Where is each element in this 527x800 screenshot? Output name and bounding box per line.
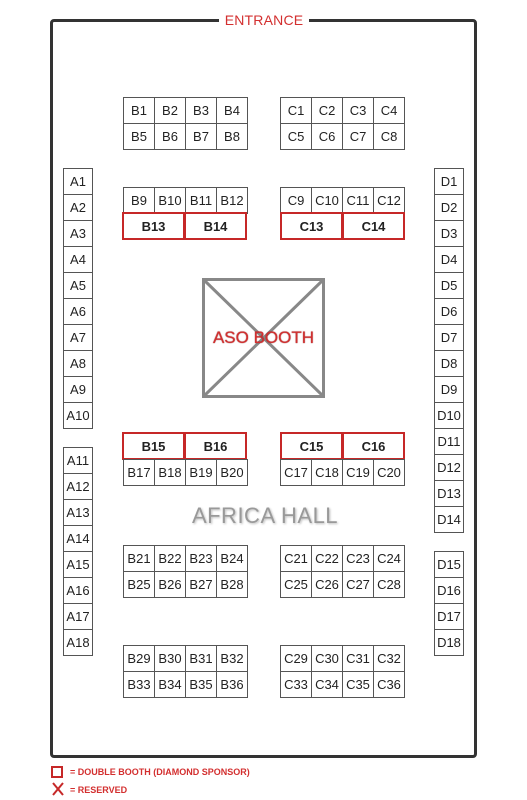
booth-c26[interactable]: C26 <box>311 571 343 598</box>
booth-d14[interactable]: D14 <box>434 506 464 533</box>
booth-b14[interactable]: B14 <box>184 212 247 240</box>
booth-b36[interactable]: B36 <box>216 671 248 698</box>
booth-c5[interactable]: C5 <box>280 123 312 150</box>
booth-c33[interactable]: C33 <box>280 671 312 698</box>
booth-c29[interactable]: C29 <box>280 645 312 672</box>
booth-c13[interactable]: C13 <box>280 212 343 240</box>
booth-c10[interactable]: C10 <box>311 187 343 214</box>
booth-b2[interactable]: B2 <box>154 97 186 124</box>
booth-d11[interactable]: D11 <box>434 428 464 455</box>
booth-c24[interactable]: C24 <box>373 545 405 572</box>
booth-a7[interactable]: A7 <box>63 324 93 351</box>
booth-b35[interactable]: B35 <box>185 671 217 698</box>
booth-c16[interactable]: C16 <box>342 432 405 460</box>
booth-c3[interactable]: C3 <box>342 97 374 124</box>
booth-b28[interactable]: B28 <box>216 571 248 598</box>
booth-d18[interactable]: D18 <box>434 629 464 656</box>
booth-b32[interactable]: B32 <box>216 645 248 672</box>
booth-b31[interactable]: B31 <box>185 645 217 672</box>
booth-b5[interactable]: B5 <box>123 123 155 150</box>
booth-b4[interactable]: B4 <box>216 97 248 124</box>
booth-c36[interactable]: C36 <box>373 671 405 698</box>
booth-b25[interactable]: B25 <box>123 571 155 598</box>
booth-d2[interactable]: D2 <box>434 194 464 221</box>
booth-d15[interactable]: D15 <box>434 551 464 578</box>
booth-c18[interactable]: C18 <box>311 459 343 486</box>
reserved-x-icon <box>51 781 65 797</box>
booth-a14[interactable]: A14 <box>63 525 93 552</box>
booth-d4[interactable]: D4 <box>434 246 464 273</box>
booth-b34[interactable]: B34 <box>154 671 186 698</box>
booth-a13[interactable]: A13 <box>63 499 93 526</box>
booth-b13[interactable]: B13 <box>122 212 185 240</box>
booth-d17[interactable]: D17 <box>434 603 464 630</box>
booth-c35[interactable]: C35 <box>342 671 374 698</box>
booth-b30[interactable]: B30 <box>154 645 186 672</box>
booth-b1[interactable]: B1 <box>123 97 155 124</box>
booth-b23[interactable]: B23 <box>185 545 217 572</box>
reserved-legend: = RESERVED <box>70 785 128 795</box>
booth-b33[interactable]: B33 <box>123 671 155 698</box>
booth-c20[interactable]: C20 <box>373 459 405 486</box>
entrance-label: ENTRANCE <box>219 11 309 29</box>
booth-b12[interactable]: B12 <box>216 187 248 214</box>
booth-b22[interactable]: B22 <box>154 545 186 572</box>
booth-c4[interactable]: C4 <box>373 97 405 124</box>
booth-b9[interactable]: B9 <box>123 187 155 214</box>
booth-c19[interactable]: C19 <box>342 459 374 486</box>
booth-c8[interactable]: C8 <box>373 123 405 150</box>
booth-c25[interactable]: C25 <box>280 571 312 598</box>
booth-d6[interactable]: D6 <box>434 298 464 325</box>
booth-c6[interactable]: C6 <box>311 123 343 150</box>
booth-d3[interactable]: D3 <box>434 220 464 247</box>
booth-b27[interactable]: B27 <box>185 571 217 598</box>
booth-b16[interactable]: B16 <box>184 432 247 460</box>
booth-c7[interactable]: C7 <box>342 123 374 150</box>
booth-b3[interactable]: B3 <box>185 97 217 124</box>
booth-b7[interactable]: B7 <box>185 123 217 150</box>
booth-b6[interactable]: B6 <box>154 123 186 150</box>
booth-a12[interactable]: A12 <box>63 473 93 500</box>
booth-c15[interactable]: C15 <box>280 432 343 460</box>
booth-b15[interactable]: B15 <box>122 432 185 460</box>
booth-c2[interactable]: C2 <box>311 97 343 124</box>
booth-c23[interactable]: C23 <box>342 545 374 572</box>
hall-name: AFRICA HALL <box>191 503 339 528</box>
booth-a17[interactable]: A17 <box>63 603 93 630</box>
booth-b8[interactable]: B8 <box>216 123 248 150</box>
booth-a4[interactable]: A4 <box>63 246 93 273</box>
booth-a16[interactable]: A16 <box>63 577 93 604</box>
booth-d12[interactable]: D12 <box>434 454 464 481</box>
booth-a5[interactable]: A5 <box>63 272 93 299</box>
booth-b29[interactable]: B29 <box>123 645 155 672</box>
booth-a18[interactable]: A18 <box>63 629 93 656</box>
booth-d16[interactable]: D16 <box>434 577 464 604</box>
double-booth-legend-swatch <box>51 766 63 778</box>
booth-a9[interactable]: A9 <box>63 376 93 403</box>
booth-b26[interactable]: B26 <box>154 571 186 598</box>
booth-d5[interactable]: D5 <box>434 272 464 299</box>
booth-a8[interactable]: A8 <box>63 350 93 377</box>
booth-c34[interactable]: C34 <box>311 671 343 698</box>
aso-booth-label: ASO BOOTH <box>212 328 315 347</box>
booth-a10[interactable]: A10 <box>63 402 93 429</box>
booth-c30[interactable]: C30 <box>311 645 343 672</box>
booth-c11[interactable]: C11 <box>342 187 374 214</box>
booth-b24[interactable]: B24 <box>216 545 248 572</box>
booth-c1[interactable]: C1 <box>280 97 312 124</box>
booth-d10[interactable]: D10 <box>434 402 464 429</box>
booth-c32[interactable]: C32 <box>373 645 405 672</box>
booth-c27[interactable]: C27 <box>342 571 374 598</box>
booth-b11[interactable]: B11 <box>185 187 217 214</box>
booth-b17[interactable]: B17 <box>123 459 155 486</box>
booth-c28[interactable]: C28 <box>373 571 405 598</box>
booth-a3[interactable]: A3 <box>63 220 93 247</box>
booth-d9[interactable]: D9 <box>434 376 464 403</box>
booth-c17[interactable]: C17 <box>280 459 312 486</box>
booth-d7[interactable]: D7 <box>434 324 464 351</box>
booth-d1[interactable]: D1 <box>434 168 464 195</box>
booth-a15[interactable]: A15 <box>63 551 93 578</box>
booth-a2[interactable]: A2 <box>63 194 93 221</box>
booth-a1[interactable]: A1 <box>63 168 93 195</box>
booth-c14[interactable]: C14 <box>342 212 405 240</box>
booth-c9[interactable]: C9 <box>280 187 312 214</box>
booth-b21[interactable]: B21 <box>123 545 155 572</box>
booth-a11[interactable]: A11 <box>63 447 93 474</box>
booth-c22[interactable]: C22 <box>311 545 343 572</box>
double-booth-legend: = DOUBLE BOOTH (DIAMOND SPONSOR) <box>70 767 250 777</box>
booth-b20[interactable]: B20 <box>216 459 248 486</box>
booth-a6[interactable]: A6 <box>63 298 93 325</box>
booth-c12[interactable]: C12 <box>373 187 405 214</box>
booth-d8[interactable]: D8 <box>434 350 464 377</box>
booth-c31[interactable]: C31 <box>342 645 374 672</box>
booth-b18[interactable]: B18 <box>154 459 186 486</box>
booth-b10[interactable]: B10 <box>154 187 186 214</box>
booth-b19[interactable]: B19 <box>185 459 217 486</box>
booth-c21[interactable]: C21 <box>280 545 312 572</box>
booth-d13[interactable]: D13 <box>434 480 464 507</box>
